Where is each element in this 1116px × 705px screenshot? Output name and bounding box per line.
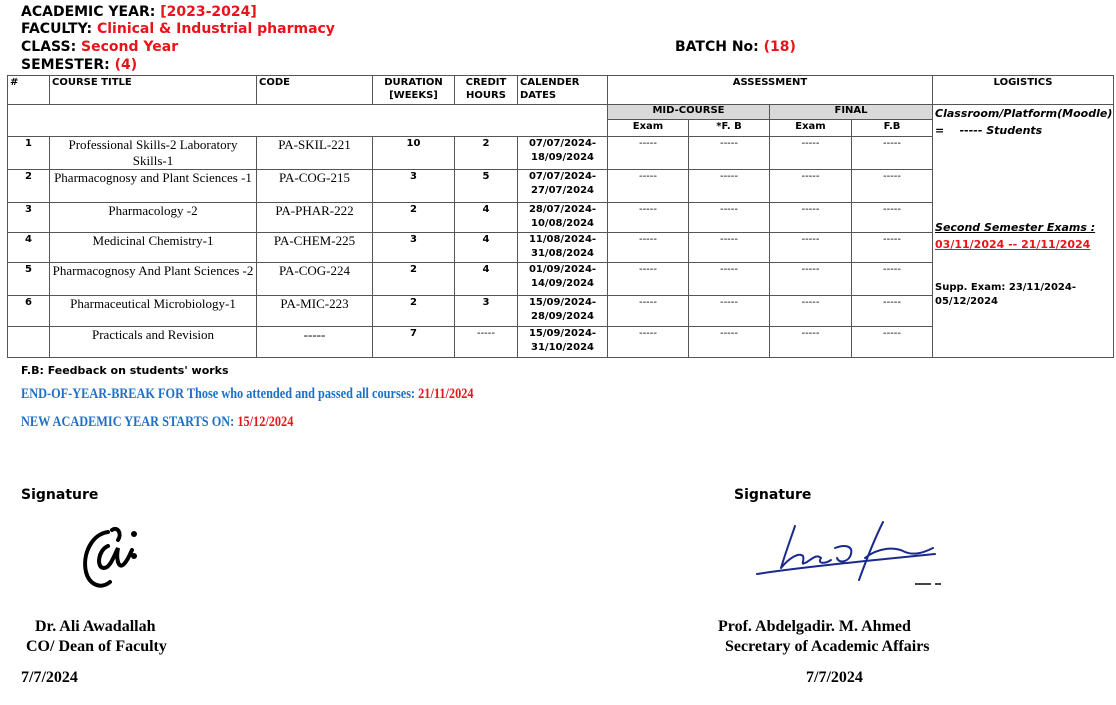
mid-fb: -----	[689, 203, 770, 233]
faculty-label: FACULTY:	[21, 21, 93, 37]
mid-fb: -----	[689, 327, 770, 358]
course-title: Pharmacology -2	[50, 203, 257, 233]
platform-text	[935, 105, 1111, 139]
course-title: Practicals and Revision	[50, 327, 257, 358]
new-academic-year-line	[21, 414, 293, 431]
row-num	[8, 327, 50, 358]
academic-year-label: ACADEMIC YEAR:	[21, 4, 156, 20]
mid-exam: -----	[608, 233, 689, 263]
final-exam: -----	[770, 203, 852, 233]
course-code: -----	[257, 327, 373, 358]
right-signatory-title: Secretary of Academic Affairs	[725, 638, 930, 655]
logistics-cell	[933, 105, 1114, 358]
final-fb: -----	[852, 296, 933, 327]
left-signature-label: Signature	[21, 487, 99, 503]
col-header-duration: DURATION [WEEKS]	[373, 76, 455, 105]
semester-label: SEMESTER:	[21, 57, 110, 73]
table-header-row	[8, 76, 1114, 105]
course-title: Pharmaceutical Microbiology-1	[50, 296, 257, 327]
col-header-assessment: ASSESSMENT	[608, 76, 933, 105]
final-fb: -----	[852, 263, 933, 296]
col-header-logistics: LOGISTICS	[933, 76, 1114, 105]
duration: 2	[373, 263, 455, 296]
course-code: PA-CHEM-225	[257, 233, 373, 263]
platform-label: Classroom/Platform(Moodle) =	[935, 107, 1113, 137]
mid-exam: -----	[608, 327, 689, 358]
mid-fb: -----	[689, 233, 770, 263]
final-exam: -----	[770, 233, 852, 263]
class-line	[21, 39, 178, 56]
mid-exam: -----	[608, 263, 689, 296]
calendar-dates: 15/09/2024-28/09/2024	[518, 296, 608, 327]
calendar-dates: 01/09/2024-14/09/2024	[518, 263, 608, 296]
mid-exam: -----	[608, 203, 689, 233]
credit-hours: 3	[455, 296, 518, 327]
left-signatory-name: Dr. Ali Awadallah	[35, 618, 156, 635]
col-header-course-title: COURSE TITLE	[50, 76, 257, 105]
left-signatory-title: CO/ Dean of Faculty	[26, 638, 167, 655]
mid-fb: -----	[689, 263, 770, 296]
calendar-dates: 11/08/2024-31/08/2024	[518, 233, 608, 263]
duration: 2	[373, 296, 455, 327]
right-signature-label: Signature	[734, 487, 812, 503]
duration: 3	[373, 170, 455, 203]
students-label: ----- Students	[959, 124, 1043, 137]
mid-exam: -----	[608, 296, 689, 327]
faculty-value: Clinical & Industrial pharmacy	[96, 21, 335, 37]
mid-fb-header: *F. B	[689, 120, 770, 137]
mid-fb: -----	[689, 296, 770, 327]
duration: 2	[373, 203, 455, 233]
course-code: PA-COG-215	[257, 170, 373, 203]
break-label: END-OF-YEAR-BREAK FOR Those who attended and passed all courses:	[21, 386, 416, 402]
final-fb: -----	[852, 327, 933, 358]
credit-hours: 4	[455, 263, 518, 296]
mid-course-header: MID-COURSE	[608, 105, 770, 120]
final-exam: -----	[770, 327, 852, 358]
academic-year-line	[21, 4, 257, 21]
fb-note: F.B: Feedback on students' works	[21, 364, 229, 377]
course-title: Medicinal Chemistry-1	[50, 233, 257, 263]
credit-hours: 5	[455, 170, 518, 203]
final-exam: -----	[770, 263, 852, 296]
row-num: 4	[8, 233, 50, 263]
mid-exam: -----	[608, 137, 689, 170]
mid-fb: -----	[689, 137, 770, 170]
course-code: PA-PHAR-222	[257, 203, 373, 233]
left-signature-date: 7/7/2024	[21, 669, 78, 686]
new-year-date: 15/12/2024	[237, 414, 294, 430]
exams-label: Second Semester Exams :	[935, 221, 1096, 234]
mid-exam: -----	[608, 170, 689, 203]
mid-fb: -----	[689, 170, 770, 203]
batch-line	[675, 39, 796, 56]
credit-hours: -----	[455, 327, 518, 358]
final-fb: -----	[852, 203, 933, 233]
calendar-dates: 07/07/2024-18/09/2024	[518, 137, 608, 170]
final-exam: -----	[770, 170, 852, 203]
course-title: Pharmacognosy and Plant Sciences -1	[50, 170, 257, 203]
row-num: 3	[8, 203, 50, 233]
semester-value: (4)	[114, 57, 138, 73]
new-year-label: NEW ACADEMIC YEAR STARTS ON:	[21, 414, 235, 430]
mid-exam-header: Exam	[608, 120, 689, 137]
calendar-dates: 07/07/2024-27/07/2024	[518, 170, 608, 203]
calendar-dates: 15/09/2024-31/10/2024	[518, 327, 608, 358]
duration: 10	[373, 137, 455, 170]
col-header-num: #	[8, 76, 50, 105]
course-title: Professional Skills-2 Laboratory Skills-1	[50, 137, 257, 170]
credit-hours: 4	[455, 203, 518, 233]
calendar-dates: 28/07/2024-10/08/2024	[518, 203, 608, 233]
final-fb: -----	[852, 137, 933, 170]
batch-value: (18)	[763, 39, 796, 55]
left-handwritten-signature	[78, 520, 142, 598]
blank-subheader-cell	[8, 105, 608, 137]
row-num: 5	[8, 263, 50, 296]
credit-hours: 4	[455, 233, 518, 263]
final-exam-header: Exam	[770, 120, 852, 137]
final-fb-header: F.B	[852, 120, 933, 137]
course-schedule-table	[7, 75, 1114, 358]
duration: 3	[373, 233, 455, 263]
row-num: 6	[8, 296, 50, 327]
end-of-year-break-line	[21, 386, 474, 403]
final-exam: -----	[770, 137, 852, 170]
final-exam: -----	[770, 296, 852, 327]
course-code: PA-COG-224	[257, 263, 373, 296]
col-header-calendar: CALENDER DATES	[518, 76, 608, 105]
subheader-row-1	[8, 105, 1114, 120]
final-fb: -----	[852, 233, 933, 263]
row-num: 2	[8, 170, 50, 203]
academic-year-value: [2023-2024]	[160, 4, 257, 20]
break-date: 21/11/2024	[418, 386, 474, 402]
semester-line	[21, 57, 137, 74]
col-header-code: CODE	[257, 76, 373, 105]
right-signature-date: 7/7/2024	[806, 669, 863, 686]
course-title: Pharmacognosy And Plant Sciences -2	[50, 263, 257, 296]
col-header-credit: CREDIT HOURS	[455, 76, 518, 105]
credit-hours: 2	[455, 137, 518, 170]
supp-exam-text: Supp. Exam: 23/11/2024-05/12/2024	[935, 282, 1076, 307]
exams-dates: 03/11/2024 -- 21/11/2024	[935, 238, 1091, 251]
duration: 7	[373, 327, 455, 358]
faculty-line	[21, 21, 335, 38]
row-num: 1	[8, 137, 50, 170]
final-header: FINAL	[770, 105, 933, 120]
course-code: PA-MIC-223	[257, 296, 373, 327]
batch-label: BATCH No:	[675, 39, 759, 55]
course-code: PA-SKIL-221	[257, 137, 373, 170]
final-fb: -----	[852, 170, 933, 203]
class-value: Second Year	[81, 39, 179, 55]
right-signatory-name: Prof. Abdelgadir. M. Ahmed	[718, 618, 911, 635]
right-handwritten-signature	[755, 518, 945, 588]
class-label: CLASS:	[21, 39, 77, 55]
